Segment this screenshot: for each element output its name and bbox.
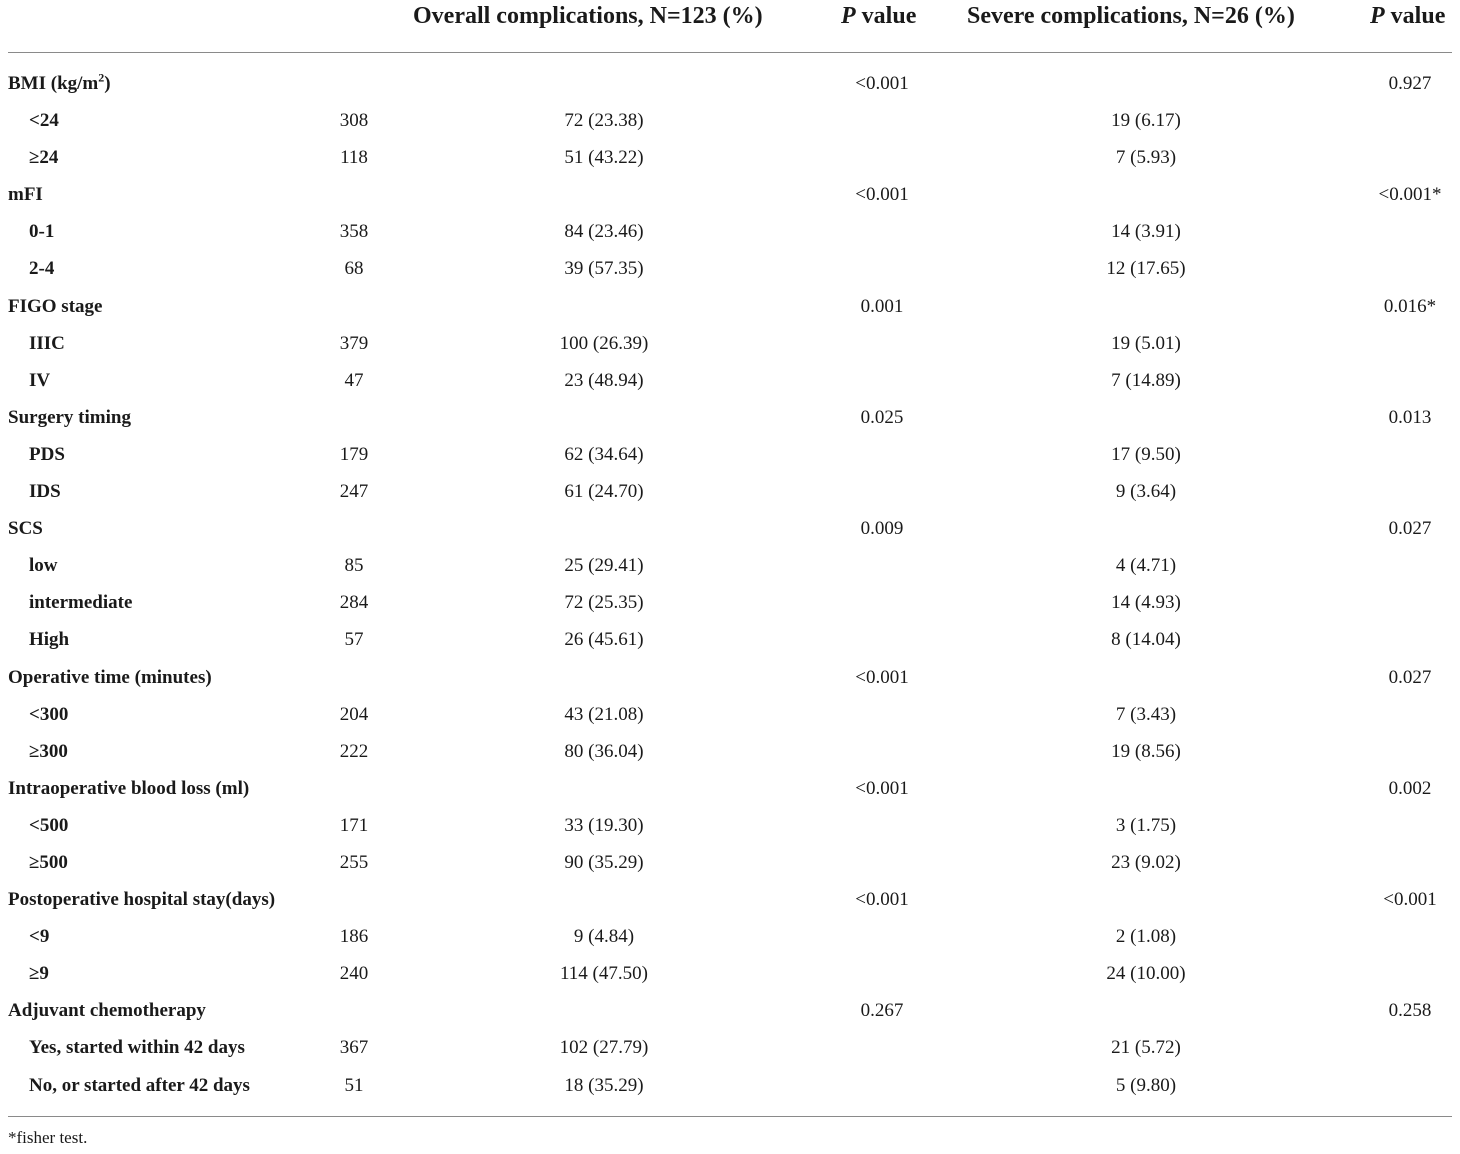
cell-severe-complications: 7 (14.89) — [1111, 369, 1181, 391]
cell-n: 367 — [339, 1037, 369, 1059]
table-group-row — [0, 882, 1460, 919]
cell-overall-complications: 72 (25.35) — [564, 592, 644, 614]
cell-overall-complications: 18 (35.29) — [564, 1074, 644, 1096]
cell-n: 179 — [339, 443, 369, 465]
table-row — [0, 363, 1460, 400]
table-footnote: *fisher test. — [8, 1128, 88, 1147]
header-p-word: value — [1384, 3, 1446, 29]
cell-n: 171 — [339, 814, 369, 836]
row-label-text: Surgery timing — [8, 406, 131, 428]
cell-p-value-severe: 0.002 — [1388, 777, 1432, 799]
row-label-text: Operative time (minutes) — [8, 666, 212, 688]
cell-p-value-severe: <0.001 — [1383, 889, 1437, 911]
cell-p-value-overall: <0.001 — [855, 666, 909, 688]
cell-p-value-overall: 0.001 — [860, 295, 904, 317]
cell-p-value-severe: <0.001* — [1378, 184, 1442, 206]
row-label — [29, 815, 68, 837]
cell-n: 358 — [339, 221, 369, 243]
cell-severe-complications: 24 (10.00) — [1106, 963, 1186, 985]
cell-overall-complications: 61 (24.70) — [564, 481, 644, 503]
header-p-letter: P — [841, 3, 856, 29]
row-label-text: FIGO stage — [8, 295, 103, 317]
header-p-letter: P — [1370, 3, 1385, 29]
row-label — [8, 1000, 206, 1022]
cell-overall-complications: 39 (57.35) — [564, 258, 644, 280]
table-row — [0, 251, 1460, 288]
row-label — [29, 741, 68, 763]
row-label-text: Postoperative hospital stay(days) — [8, 889, 276, 911]
row-label-text: No, or started after 42 days — [29, 1074, 250, 1096]
cell-p-value-overall: <0.001 — [855, 889, 909, 911]
cell-severe-complications: 7 (5.93) — [1115, 147, 1177, 169]
table-body — [0, 66, 1460, 1105]
row-label — [8, 778, 249, 800]
row-label — [29, 444, 65, 466]
row-label — [29, 147, 58, 169]
cell-n: 284 — [339, 592, 369, 614]
cell-overall-complications: 114 (47.50) — [560, 963, 648, 985]
table-header — [0, 0, 1460, 40]
table-row — [0, 808, 1460, 845]
header-overall-complications: Overall complications, N=123 (%) — [413, 3, 763, 29]
cell-n: 240 — [339, 963, 369, 985]
row-label — [29, 221, 54, 243]
row-label — [29, 592, 132, 614]
row-label — [8, 407, 131, 429]
table-row — [0, 1030, 1460, 1067]
row-label-text: High — [29, 629, 70, 651]
cell-n: 118 — [340, 147, 368, 169]
row-label-text: <500 — [29, 814, 69, 836]
cell-severe-complications: 21 (5.72) — [1111, 1037, 1181, 1059]
cell-overall-complications: 26 (45.61) — [564, 629, 644, 651]
row-label — [8, 184, 43, 206]
row-label — [29, 852, 68, 874]
row-label-text: <9 — [29, 926, 50, 948]
row-label-text: <300 — [29, 703, 69, 725]
cell-n: 222 — [339, 740, 369, 762]
cell-p-value-overall: <0.001 — [855, 777, 909, 799]
cell-n: 247 — [339, 481, 369, 503]
header-p-value-severe — [1370, 3, 1445, 30]
row-label — [8, 296, 102, 318]
cell-n: 85 — [344, 555, 364, 577]
cell-severe-complications: 19 (8.56) — [1111, 740, 1181, 762]
row-label-text: IV — [29, 369, 51, 391]
cell-p-value-severe: 0.013 — [1388, 406, 1432, 428]
cell-p-value-overall: 0.025 — [860, 406, 904, 428]
row-label — [29, 963, 49, 985]
cell-n: 308 — [339, 110, 369, 132]
cell-severe-complications: 4 (4.71) — [1115, 555, 1177, 577]
cell-severe-complications: 8 (14.04) — [1111, 629, 1181, 651]
row-label-text: Yes, started within 42 days — [29, 1037, 245, 1059]
cell-n: 68 — [344, 258, 364, 280]
cell-p-value-severe: 0.016* — [1383, 295, 1437, 317]
row-label — [29, 555, 58, 577]
cell-n: 47 — [344, 369, 364, 391]
row-label-superscript: 2 — [98, 70, 105, 85]
table-row — [0, 548, 1460, 585]
row-label — [29, 481, 61, 503]
cell-overall-complications: 25 (29.41) — [564, 555, 644, 577]
row-label-text: IIIC — [29, 332, 65, 354]
row-label-text: ≥500 — [29, 851, 68, 873]
cell-n: 186 — [339, 926, 369, 948]
table-row — [0, 585, 1460, 622]
cell-overall-complications: 43 (21.08) — [564, 703, 644, 725]
table-row — [0, 919, 1460, 956]
cell-severe-complications: 17 (9.50) — [1111, 443, 1181, 465]
cell-overall-complications: 102 (27.79) — [559, 1037, 649, 1059]
cell-p-value-overall: <0.001 — [855, 184, 909, 206]
row-label — [29, 704, 68, 726]
row-label-text: SCS — [8, 518, 43, 540]
row-label — [29, 370, 50, 392]
table-row — [0, 326, 1460, 363]
table-group-row — [0, 400, 1460, 437]
table-row — [0, 697, 1460, 734]
cell-n: 51 — [344, 1074, 364, 1096]
table-bottom-divider — [8, 1116, 1452, 1117]
row-label-text: ≥9 — [29, 963, 49, 985]
cell-overall-complications: 90 (35.29) — [564, 851, 644, 873]
row-label — [8, 889, 275, 911]
row-label-text: PDS — [29, 443, 65, 465]
cell-overall-complications: 9 (4.84) — [573, 926, 635, 948]
table-row — [0, 734, 1460, 771]
table-row — [0, 845, 1460, 882]
cell-severe-complications: 5 (9.80) — [1115, 1074, 1177, 1096]
cell-severe-complications: 2 (1.08) — [1115, 926, 1177, 948]
cell-p-value-overall: 0.009 — [860, 518, 904, 540]
cell-severe-complications: 19 (6.17) — [1111, 110, 1181, 132]
table-row — [0, 1068, 1460, 1105]
row-label — [29, 926, 49, 948]
row-label-text: BMI (kg/m — [8, 73, 99, 94]
cell-severe-complications: 14 (4.93) — [1111, 592, 1181, 614]
row-label — [8, 667, 212, 689]
row-label — [29, 1037, 245, 1059]
cell-severe-complications: 12 (17.65) — [1106, 258, 1186, 280]
cell-overall-complications: 84 (23.46) — [564, 221, 644, 243]
row-label-text: <24 — [29, 110, 59, 132]
table-row — [0, 437, 1460, 474]
cell-p-value-severe: 0.927 — [1388, 73, 1432, 94]
cell-p-value-overall: <0.001 — [855, 73, 909, 94]
cell-overall-complications: 33 (19.30) — [564, 814, 644, 836]
table-group-row — [0, 993, 1460, 1030]
table-group-row — [0, 289, 1460, 326]
cell-severe-complications: 23 (9.02) — [1111, 851, 1181, 873]
cell-overall-complications: 62 (34.64) — [564, 443, 644, 465]
header-p-word: value — [855, 3, 917, 29]
cell-p-value-severe: 0.027 — [1388, 666, 1432, 688]
row-label — [29, 1075, 250, 1097]
row-label — [8, 518, 43, 540]
row-label-text: Adjuvant chemotherapy — [8, 1000, 206, 1022]
cell-severe-complications: 3 (1.75) — [1115, 814, 1177, 836]
cell-n: 255 — [339, 851, 369, 873]
row-label-suffix: ) — [104, 73, 111, 94]
cell-p-value-severe: 0.258 — [1388, 1000, 1432, 1022]
cell-n: 204 — [339, 703, 369, 725]
row-label-text: low — [29, 555, 58, 577]
cell-p-value-overall: 0.267 — [860, 1000, 904, 1022]
row-label — [29, 629, 69, 651]
row-label — [29, 110, 59, 132]
table-row — [0, 214, 1460, 251]
header-severe-complications: Severe complications, N=26 (%) — [967, 3, 1295, 29]
cell-severe-complications: 9 (3.64) — [1115, 481, 1177, 503]
row-label-text: ≥24 — [29, 147, 59, 169]
table-row — [0, 140, 1460, 177]
table-row — [0, 103, 1460, 140]
table-row — [0, 956, 1460, 993]
row-label — [29, 333, 65, 355]
row-label-text: ≥300 — [29, 740, 68, 762]
cell-overall-complications: 80 (36.04) — [564, 740, 644, 762]
row-label-text: mFI — [8, 184, 43, 206]
header-p-value-overall — [841, 3, 916, 30]
row-label-text: IDS — [29, 481, 61, 503]
cell-n: 57 — [344, 629, 364, 651]
row-label — [8, 70, 111, 95]
cell-p-value-severe: 0.027 — [1388, 518, 1432, 540]
row-label — [29, 258, 54, 280]
cell-severe-complications: 7 (3.43) — [1115, 703, 1177, 725]
row-label-text: 0-1 — [29, 221, 55, 243]
cell-overall-complications: 100 (26.39) — [559, 332, 649, 354]
table-group-row — [0, 771, 1460, 808]
header-divider — [8, 52, 1452, 53]
cell-overall-complications: 51 (43.22) — [564, 147, 644, 169]
table-group-row — [0, 660, 1460, 697]
table-row — [0, 474, 1460, 511]
table-group-row — [0, 66, 1460, 103]
cell-overall-complications: 72 (23.38) — [564, 110, 644, 132]
cell-n: 379 — [339, 332, 369, 354]
row-label-text: Intraoperative blood loss (ml) — [8, 777, 250, 799]
row-label-text: 2-4 — [29, 258, 55, 280]
cell-overall-complications: 23 (48.94) — [564, 369, 644, 391]
row-label-text: intermediate — [29, 592, 133, 614]
cell-severe-complications: 14 (3.91) — [1111, 221, 1181, 243]
cell-severe-complications: 19 (5.01) — [1111, 332, 1181, 354]
table-group-row — [0, 177, 1460, 214]
table-row — [0, 622, 1460, 659]
table-group-row — [0, 511, 1460, 548]
